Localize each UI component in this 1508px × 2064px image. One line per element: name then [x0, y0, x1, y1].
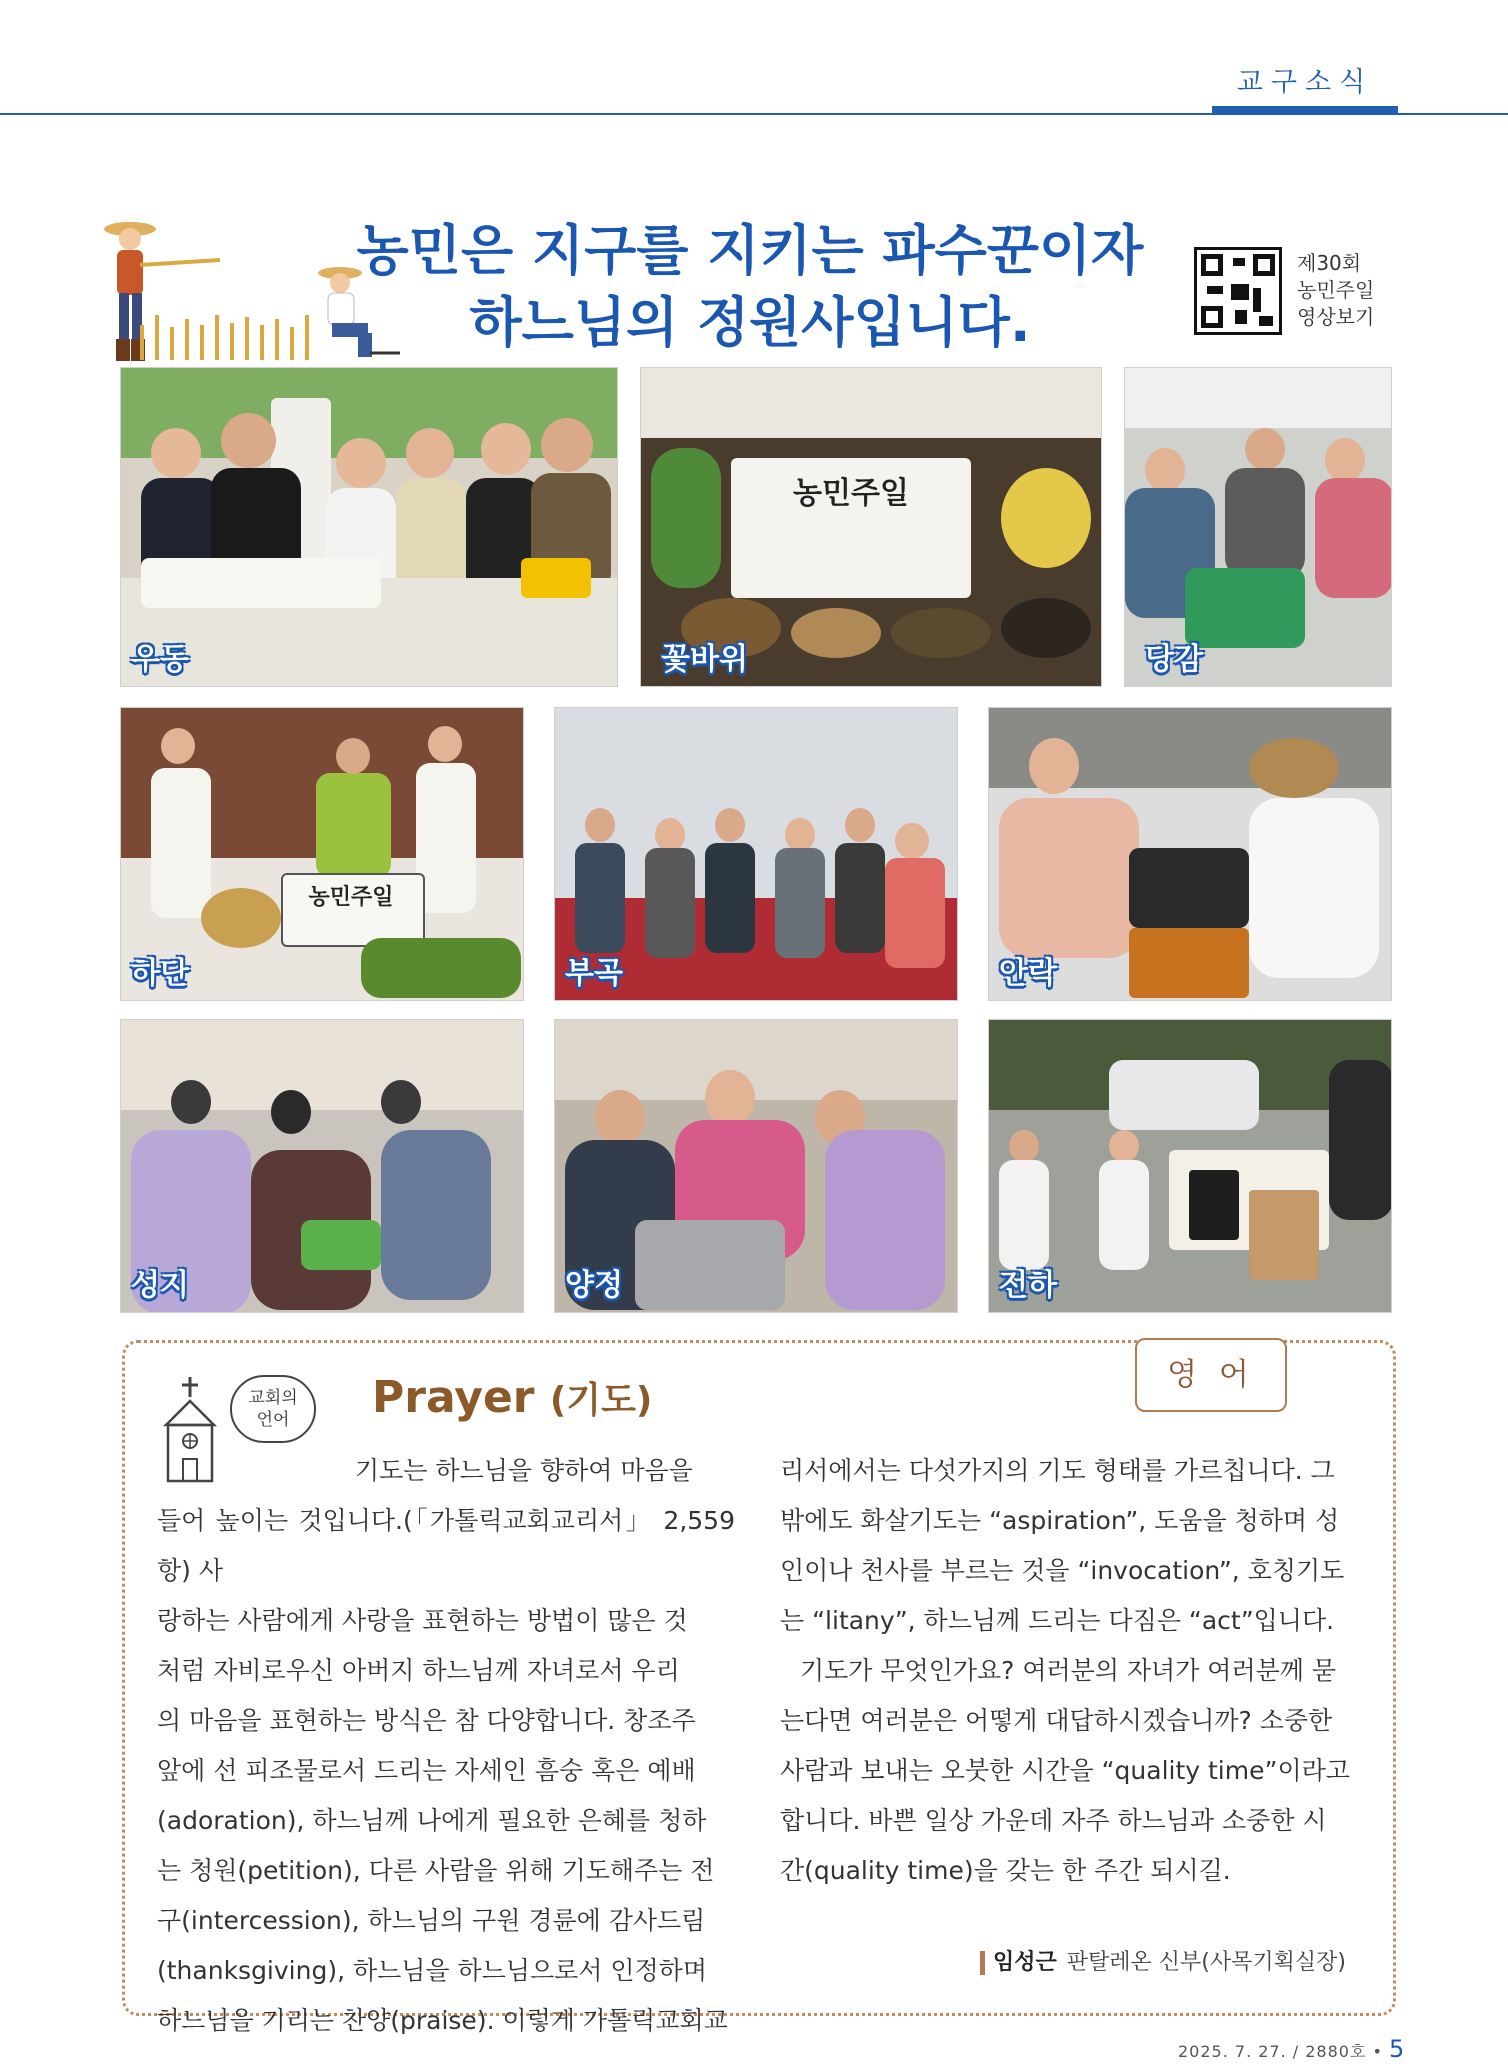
page-footer: [1178, 2035, 1405, 2063]
photo-danggam: [1124, 367, 1392, 687]
page-number: 5: [1388, 2035, 1406, 2063]
issue-info: 2025. 7. 27. / 2880호 •: [1178, 2042, 1383, 2061]
title-ko: (기도): [549, 1380, 653, 1421]
author-credit: [980, 1945, 1346, 1976]
sign-text: 농민주일: [308, 885, 394, 910]
author-title: 판탈레온 신부(사목기획실장): [1066, 1950, 1346, 1975]
section-label: 교구소식: [1236, 67, 1374, 98]
header-tab: [1212, 106, 1398, 115]
photo-caption: 당감: [1145, 642, 1203, 677]
photo-bugok: [554, 707, 958, 1001]
banner-line-1: 농민은 지구를 지키는 파수꾼이자: [356, 219, 1144, 282]
photo-seongji: [120, 1019, 524, 1313]
photo-yangjeong: [554, 1019, 958, 1313]
photo-caption: 안락: [999, 956, 1057, 991]
photo-caption: 부곡: [565, 956, 623, 991]
sign-text: 농민주일: [793, 476, 909, 511]
banner-title: [340, 215, 1160, 359]
article-title: [372, 1372, 652, 1423]
title-en: Prayer: [372, 1372, 535, 1423]
photo-caption: 성지: [131, 1268, 189, 1303]
photo-anrak: [988, 707, 1392, 1001]
photo-hadan: [120, 707, 524, 1001]
photo-caption: 하단: [131, 956, 189, 991]
photo-caption: 꽃바위: [661, 642, 748, 677]
photo-caption: 전하: [999, 1268, 1057, 1303]
author-bar: [980, 1951, 985, 1975]
qr-code-icon[interactable]: [1194, 247, 1282, 335]
speech-bubble: 교회의 언어: [230, 1375, 316, 1443]
photo-caption: 양정: [565, 1268, 623, 1303]
banner-line-2: 하느님의 정원사입니다.: [469, 291, 1031, 354]
photo-udong: [120, 367, 618, 687]
author-name: 임성근: [993, 1950, 1057, 1975]
article-column-2: 리서에서는 다섯가지의 기도 형태를 가르칩니다. 그 밖에도 화살기도는 “aspiration”, 도움을 청하며 성 인이나 천사를 부르는 것을 “invocation”, 호칭기도 는 “litany”, 하느님께 드리는 다짐은 “act”입니다. 기도가 무엇인가요? 여러분의 자녀가 여러분께 묻 는다면 여러분은 어떻게 대답하시겠습니까? 소중한 사람과 보내는 오붓한 시간을 “quality time”이라고 합니다. 바쁜 일상 가운데 자주 하느님과 소중한 시 간(quality time)을 갖는 한 주간 되시길.: [780, 1456, 1350, 1885]
qr-caption: 제30회 농민주일 영상보기: [1297, 251, 1375, 329]
photo-kkotbawi: [640, 367, 1102, 687]
photo-caption: 우동: [131, 642, 189, 677]
photo-jeonha: [988, 1019, 1392, 1313]
category-tag: 영 어: [1135, 1338, 1287, 1412]
article-column-1: 기도는 하느님을 향하여 마음을 들어 높이는 것입니다.(「가톨릭교회교리서」 2,559항) 사 랑하는 사람에게 사랑을 표현하는 방법이 많은 것 처럼 자비로우신 아버지 하느님께 자녀로서 우리 의 마음을 표현하는 방식은 참 다양합니다. 창조주 앞에 선 피조물로서 드리는 자세인 흠숭 혹은 예배 (adoration), 하느님께 나에게 필요한 은혜를 청하 는 청원(petition), 다른 사람을 위해 기도해주는 전 구(intercession), 하느님의 구원 경륜에 감사드림 (thanksgiving), 하느님을 하느님으로서 인정하며 하느님을 기리는 찬양(praise). 이렇게 가톨릭교회교: [157, 1456, 735, 2035]
